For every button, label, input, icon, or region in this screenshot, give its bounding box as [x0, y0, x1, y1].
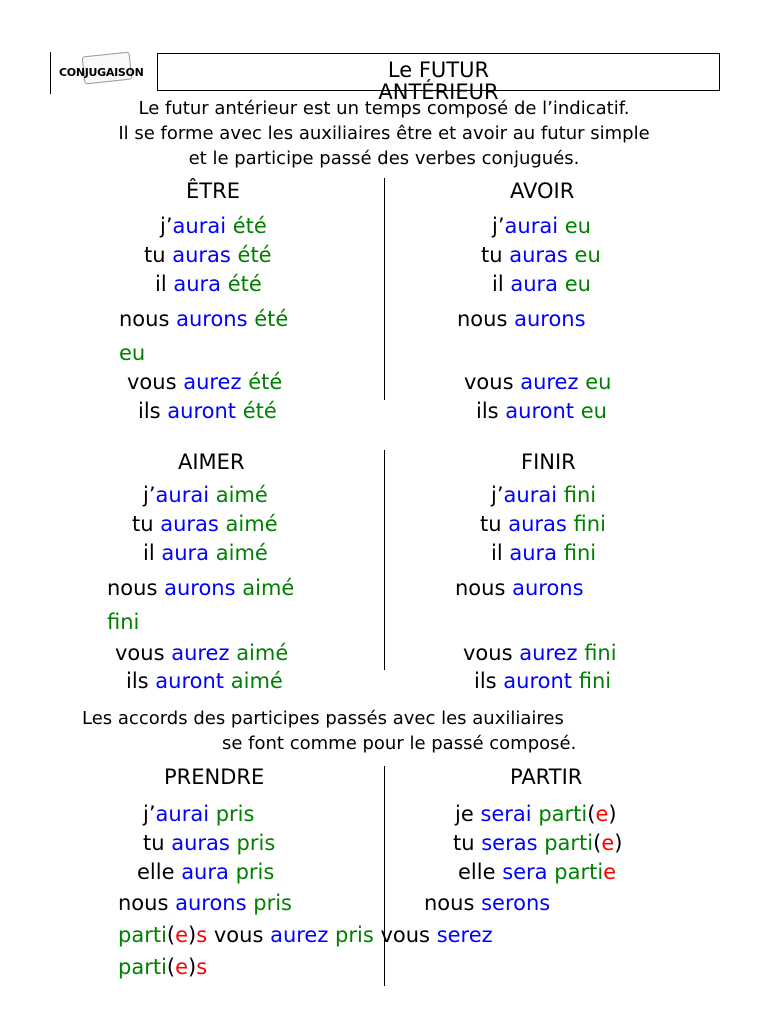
- intro-line: Il se forme avec les auxiliaires être et avoir au futur simple: [118, 123, 650, 144]
- conjugation-line: ils auront été: [138, 399, 277, 423]
- wrapped-word: fini: [107, 610, 140, 634]
- verb-heading-finir: FINIR: [521, 450, 576, 474]
- conjugation-line: il aura fini: [491, 541, 597, 565]
- conjugation-line: nous aurons pris: [118, 891, 292, 915]
- verb-heading-aimer: AIMER: [178, 450, 245, 474]
- conjugation-line: tu auras eu: [481, 243, 601, 267]
- column-divider: [384, 178, 385, 400]
- conjugation-line: ils auront fini: [474, 669, 612, 693]
- conjugation-line: elle aura pris: [137, 860, 275, 884]
- conjugation-line: tu auras fini: [480, 512, 606, 536]
- conjugation-line: tu auras été: [144, 243, 272, 267]
- conjugaison-logo: [50, 52, 151, 94]
- intro-line: Le futur antérieur est un temps composé de l’indicatif.: [138, 98, 630, 119]
- conjugation-line: il aura été: [155, 272, 262, 296]
- conjugation-line: nous serons: [424, 891, 551, 915]
- conjugation-line: vous aurez aimé: [115, 641, 289, 665]
- agreement-note-line: se font comme pour le passé composé.: [222, 733, 577, 754]
- conjugation-line: nous aurons: [455, 576, 584, 600]
- conjugation-line: il aura eu: [492, 272, 591, 296]
- conjugation-line: il aura aimé: [143, 541, 268, 565]
- conjugation-line: tu auras aimé: [132, 512, 278, 536]
- intro-line: et le participe passé des verbes conjugués.: [188, 148, 580, 169]
- conjugation-line: je serai parti(e): [455, 802, 617, 826]
- wrapped-word: eu: [119, 341, 146, 365]
- conjugation-line: tu seras parti(e): [453, 831, 623, 855]
- conjugation-line: elle sera partie: [458, 860, 617, 884]
- conjugation-line: vous aurez été: [127, 370, 283, 394]
- conjugation-line: j’aurai pris: [143, 802, 255, 826]
- conjugation-line: ils auront eu: [476, 399, 607, 423]
- conjugation-line: ils auront aimé: [126, 669, 283, 693]
- agreement-note-line: Les accords des participes passés avec les auxiliaires: [82, 708, 564, 729]
- column-divider: [384, 450, 385, 670]
- page-title-cut: ANTÉRIEUR: [378, 80, 499, 104]
- verb-heading-partir: PARTIR: [510, 765, 583, 789]
- verb-heading-etre: ÊTRE: [186, 179, 240, 203]
- overflow-line: parti(e)s: [118, 955, 208, 979]
- verb-heading-prendre: PRENDRE: [164, 765, 265, 789]
- conjugation-line: j’aurai aimé: [143, 483, 268, 507]
- overflow-line: parti(e)s vous aurez pris vous serez: [118, 923, 493, 947]
- conjugation-line: j’aurai eu: [492, 214, 591, 238]
- conjugation-line: nous aurons aimé: [107, 576, 295, 600]
- conjugation-line: vous aurez eu: [464, 370, 612, 394]
- conjugation-line: j’aurai été: [160, 214, 267, 238]
- verb-heading-avoir: AVOIR: [510, 179, 575, 203]
- conjugation-line: nous aurons: [457, 307, 586, 331]
- column-divider: [384, 766, 385, 986]
- intro-paragraph: [0, 96, 768, 171]
- page-title: Le FUTUR: [387, 58, 490, 82]
- title-box: [157, 53, 720, 104]
- logo-text: CONJUGAISON: [59, 66, 144, 79]
- conjugation-line: tu auras pris: [143, 831, 276, 855]
- conjugation-line: j’aurai fini: [491, 483, 597, 507]
- conjugation-line: vous aurez fini: [463, 641, 617, 665]
- conjugation-line: nous aurons été: [119, 307, 289, 331]
